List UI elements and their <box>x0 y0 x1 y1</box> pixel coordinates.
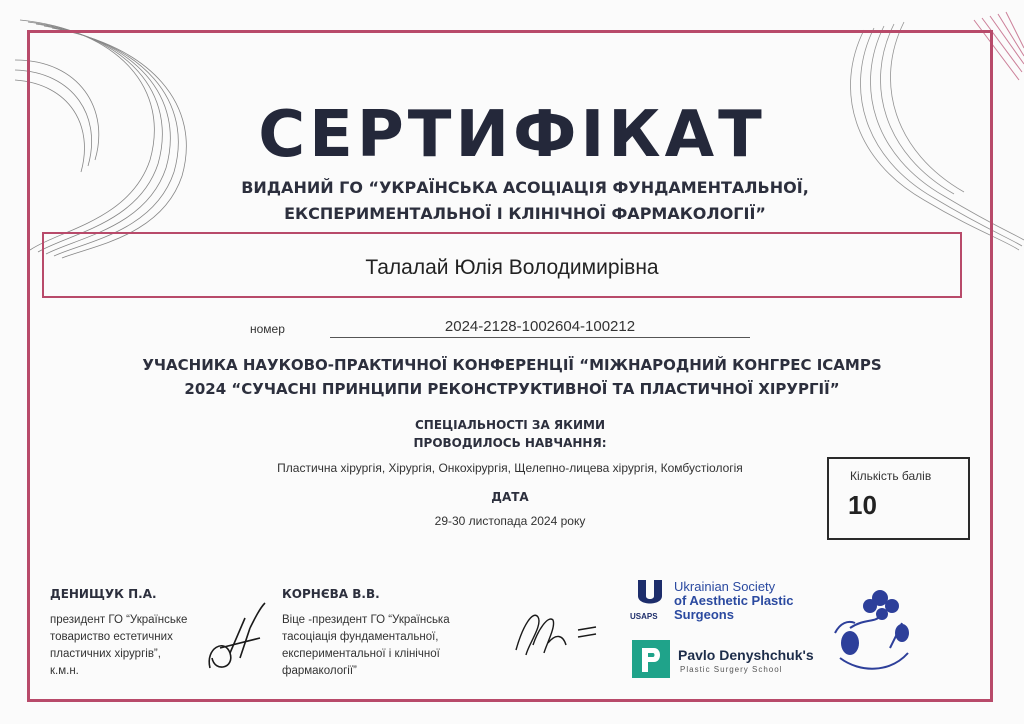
issuer-line-1: ВИДАНИЙ ГО “УКРАЇНСЬКА АСОЦІАЦІЯ ФУНДАМЕНТАЛЬНОЇ, <box>241 178 809 197</box>
signature-1-image <box>200 598 270 678</box>
issuer <box>180 175 870 227</box>
conference-line-2: 2024 “СУЧАСНІ ПРИНЦИПИ РЕКОНСТРУКТИВНОЇ ТА ПЛАСТИЧНОЇ ХІРУРГІЇ” <box>184 380 840 398</box>
specialties-heading <box>350 416 670 452</box>
usaps-line-3: Surgeons <box>674 607 734 622</box>
date-value: 29-30 листопада 2024 року <box>434 514 586 528</box>
signatory-1-role <box>50 612 187 680</box>
pd-school-name: Pavlo Denyshchuk's <box>678 647 814 663</box>
points-value: 10 <box>848 490 877 520</box>
specialties-heading-line-1: СПЕЦІАЛЬНОСТІ ЗА ЯКИМИ <box>415 418 605 432</box>
certificate-number: 2024-2128-1002604-100212 <box>330 318 750 338</box>
signatory-1-role-line: пластичних хірургів”, <box>50 648 161 660</box>
signatory-1-role-line: к.м.н. <box>50 665 79 677</box>
signatory-1-role-line: товариство естетичних <box>50 631 173 643</box>
signatory-1-name: ДЕНИЩУК П.А. <box>50 587 157 601</box>
signatory-2-role-line: фармакології” <box>282 665 357 677</box>
signatory-2-name: КОРНЄВА В.В. <box>282 587 380 601</box>
certificate-title: СЕРТИФІКАТ <box>258 98 766 172</box>
pd-school-subtitle: Plastic Surgery School <box>680 665 783 674</box>
conference-line-1: УЧАСНИКА НАУКОВО-ПРАКТИЧНОЇ КОНФЕРЕНЦІЇ “МІЖНАРОДНИЙ КОНГРЕС ICAMPS <box>142 356 882 374</box>
signatory-2-role-line: експериментальної і клінічної <box>282 648 440 660</box>
signature-2-image <box>508 605 598 665</box>
usaps-name <box>674 580 793 622</box>
signatory-1-role-line: президент ГО “Українське <box>50 614 188 626</box>
usaps-logo-icon <box>634 578 666 612</box>
points-label: Кількість балів <box>850 469 932 483</box>
issuer-line-2: ЕКСПЕРИМЕНТАЛЬНОЇ І КЛІНІЧНОЇ ФАРМАКОЛОГІЇ” <box>284 204 766 223</box>
signatory-2-role-line: тасоціація фундаментальної, <box>282 631 439 643</box>
specialties-list: Пластична хірургія, Хірургія, Онкохірургія, Щелепно-лицева хірургія, Комбустіологія <box>277 461 743 475</box>
recipient-name: Талалай Юлія Володимирівна <box>365 256 659 279</box>
pd-logo-icon <box>632 640 670 678</box>
date-heading: ДАТА <box>491 490 529 504</box>
specialties-heading-line-2: ПРОВОДИЛОСЬ НАВЧАННЯ: <box>413 436 607 450</box>
usaps-mark: USAPS <box>630 612 658 621</box>
signatory-2-role <box>282 612 450 680</box>
floral-emblem-icon <box>820 578 920 678</box>
signatory-2-role-line: Віце -президент ГО “Українська <box>282 614 450 626</box>
number-label: номер <box>250 322 285 336</box>
usaps-line-1: Ukrainian Society <box>674 579 776 594</box>
usaps-line-2: of Aesthetic Plastic <box>674 593 794 608</box>
conference-description <box>60 353 964 401</box>
